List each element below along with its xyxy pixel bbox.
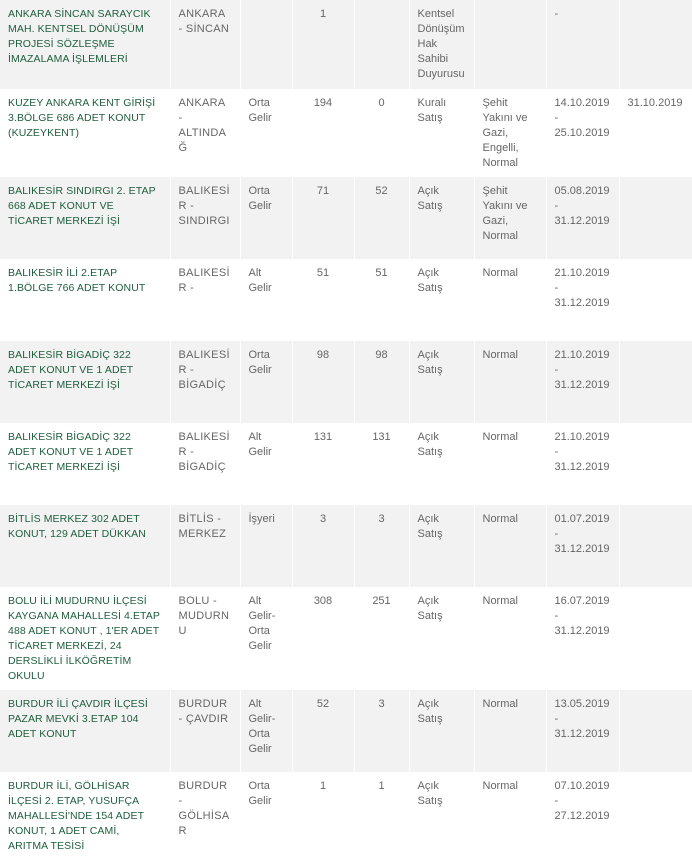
sale-type-cell: Açık Satış (409, 690, 474, 772)
sale-type-cell: Kuralı Satış (409, 89, 474, 177)
location-cell: BALIKESİR - BİGADİÇ (170, 423, 240, 505)
income-cell: Alt Gelir-Orta Gelir (240, 587, 292, 690)
project-link[interactable]: BİTLİS MERKEZ 302 ADET KONUT, 129 ADET DÜKKAN (0, 505, 170, 587)
count1-cell: 3 (292, 505, 354, 587)
location-cell: BALIKESİR - SINDIRGI (170, 177, 240, 259)
location-cell: BOLU - MUDURNU (170, 587, 240, 690)
category-cell: Normal (474, 772, 546, 861)
project-link[interactable]: BURDUR İLİ ÇAVDIR İLÇESİ PAZAR MEVKİ 3.ETAP 104 ADET KONUT (0, 690, 170, 772)
location-cell: BURDUR - ÇAVDIR (170, 690, 240, 772)
category-cell: Normal (474, 423, 546, 505)
table-row (0, 0, 692, 89)
date-range-cell: 14.10.2019 - 25.10.2019 (546, 89, 619, 177)
count1-cell: 71 (292, 177, 354, 259)
date-end-cell (619, 772, 692, 861)
count2-cell: 98 (354, 341, 409, 423)
date-range-cell: 21.10.2019 - 31.12.2019 (546, 259, 619, 341)
category-cell: Normal (474, 341, 546, 423)
count2-cell: 3 (354, 505, 409, 587)
date-range-cell: 21.10.2019 - 31.12.2019 (546, 423, 619, 505)
count2-cell: 251 (354, 587, 409, 690)
table-row (0, 587, 692, 690)
count2-cell: 3 (354, 690, 409, 772)
date-end-cell (619, 259, 692, 341)
date-end-cell (619, 0, 692, 89)
sale-type-cell: Kentsel Dönüşüm Hak Sahibi Duyurusu (409, 0, 474, 89)
date-end-cell (619, 423, 692, 505)
location-cell: BALIKESİR - (170, 259, 240, 341)
income-cell: Alt Gelir (240, 423, 292, 505)
date-range-cell: 13.05.2019 - 31.12.2019 (546, 690, 619, 772)
location-cell: ANKARA - SİNCAN (170, 0, 240, 89)
table-row (0, 259, 692, 341)
project-link[interactable]: BALIKESİR BİGADİÇ 322 ADET KONUT VE 1 ADET TİCARET MERKEZİ İŞİ (0, 341, 170, 423)
count1-cell: 52 (292, 690, 354, 772)
project-link[interactable]: ANKARA SİNCAN SARAYCIK MAH. KENTSEL DÖNÜŞÜM PROJESİ SÖZLEŞME İMAZALAMA İŞLEMLERİ (0, 0, 170, 89)
category-cell: Normal (474, 587, 546, 690)
date-end-cell (619, 505, 692, 587)
date-end-cell: 31.10.2019 (619, 89, 692, 177)
date-end-cell (619, 341, 692, 423)
count1-cell: 1 (292, 772, 354, 861)
sale-type-cell: Açık Satış (409, 423, 474, 505)
date-end-cell (619, 587, 692, 690)
count1-cell: 1 (292, 0, 354, 89)
category-cell (474, 0, 546, 89)
sale-type-cell: Açık Satış (409, 772, 474, 861)
income-cell: Orta Gelir (240, 772, 292, 861)
location-cell: BALIKESİR - BİGADİÇ (170, 341, 240, 423)
date-range-cell: 01.07.2019 - 31.12.2019 (546, 505, 619, 587)
date-range-cell: - (546, 0, 619, 89)
table-row (0, 341, 692, 423)
sale-type-cell: Açık Satış (409, 177, 474, 259)
table-row (0, 177, 692, 259)
count2-cell: 51 (354, 259, 409, 341)
date-end-cell (619, 177, 692, 259)
income-cell: Orta Gelir (240, 89, 292, 177)
count1-cell: 98 (292, 341, 354, 423)
location-cell: ANKARA - ALTINDAĞ (170, 89, 240, 177)
table-row (0, 772, 692, 861)
location-cell: BİTLİS - MERKEZ (170, 505, 240, 587)
income-cell: İşyeri (240, 505, 292, 587)
date-range-cell: 21.10.2019 - 31.12.2019 (546, 341, 619, 423)
count2-cell (354, 0, 409, 89)
category-cell: Normal (474, 259, 546, 341)
sale-type-cell: Açık Satış (409, 505, 474, 587)
project-link[interactable]: BOLU İLİ MUDURNU İLÇESİ KAYGANA MAHALLESİ 4.ETAP 488 ADET KONUT , 1'ER ADET TİCARET MERKEZİ, 24 DERSLİKLİ İLKÖĞRETİM OKULU (0, 587, 170, 690)
sale-type-cell: Açık Satış (409, 259, 474, 341)
count2-cell: 1 (354, 772, 409, 861)
date-end-cell (619, 690, 692, 772)
date-range-cell: 07.10.2019 - 27.12.2019 (546, 772, 619, 861)
date-range-cell: 16.07.2019 - 31.12.2019 (546, 587, 619, 690)
count1-cell: 308 (292, 587, 354, 690)
count2-cell: 0 (354, 89, 409, 177)
category-cell: Şehit Yakını ve Gazi, Engelli, Normal (474, 89, 546, 177)
project-link[interactable]: BALIKESİR SINDIRGI 2. ETAP 668 ADET KONUT VE TİCARET MERKEZİ İŞİ (0, 177, 170, 259)
income-cell: Orta Gelir (240, 177, 292, 259)
count1-cell: 51 (292, 259, 354, 341)
category-cell: Normal (474, 690, 546, 772)
table-row (0, 690, 692, 772)
category-cell: Normal (474, 505, 546, 587)
project-link[interactable]: BURDUR İLİ, GÖLHİSAR İLÇESİ 2. ETAP, YUSUFÇA MAHALLESİ'NDE 154 ADET KONUT, 1 ADET CAMİ, ARITMA TESİSİ (0, 772, 170, 861)
category-cell: Şehit Yakını ve Gazi, Normal (474, 177, 546, 259)
income-cell: Orta Gelir (240, 341, 292, 423)
sale-type-cell: Açık Satış (409, 341, 474, 423)
date-range-cell: 05.08.2019 - 31.12.2019 (546, 177, 619, 259)
location-cell: BURDUR - GÖLHİSAR (170, 772, 240, 861)
sale-type-cell: Açık Satış (409, 587, 474, 690)
income-cell: Alt Gelir-Orta Gelir (240, 690, 292, 772)
income-cell (240, 0, 292, 89)
table-row (0, 89, 692, 177)
project-link[interactable]: BALIKESİR BİGADİÇ 322 ADET KONUT VE 1 ADET TİCARET MERKEZİ İŞİ (0, 423, 170, 505)
count2-cell: 131 (354, 423, 409, 505)
count1-cell: 194 (292, 89, 354, 177)
table-row (0, 505, 692, 587)
count1-cell: 131 (292, 423, 354, 505)
table-row (0, 423, 692, 505)
project-link[interactable]: BALIKESİR İLİ 2.ETAP 1.BÖLGE 766 ADET KONUT (0, 259, 170, 341)
income-cell: Alt Gelir (240, 259, 292, 341)
count2-cell: 52 (354, 177, 409, 259)
project-link[interactable]: KUZEY ANKARA KENT GİRİŞİ 3.BÖLGE 686 ADET KONUT (KUZEYKENT) (0, 89, 170, 177)
